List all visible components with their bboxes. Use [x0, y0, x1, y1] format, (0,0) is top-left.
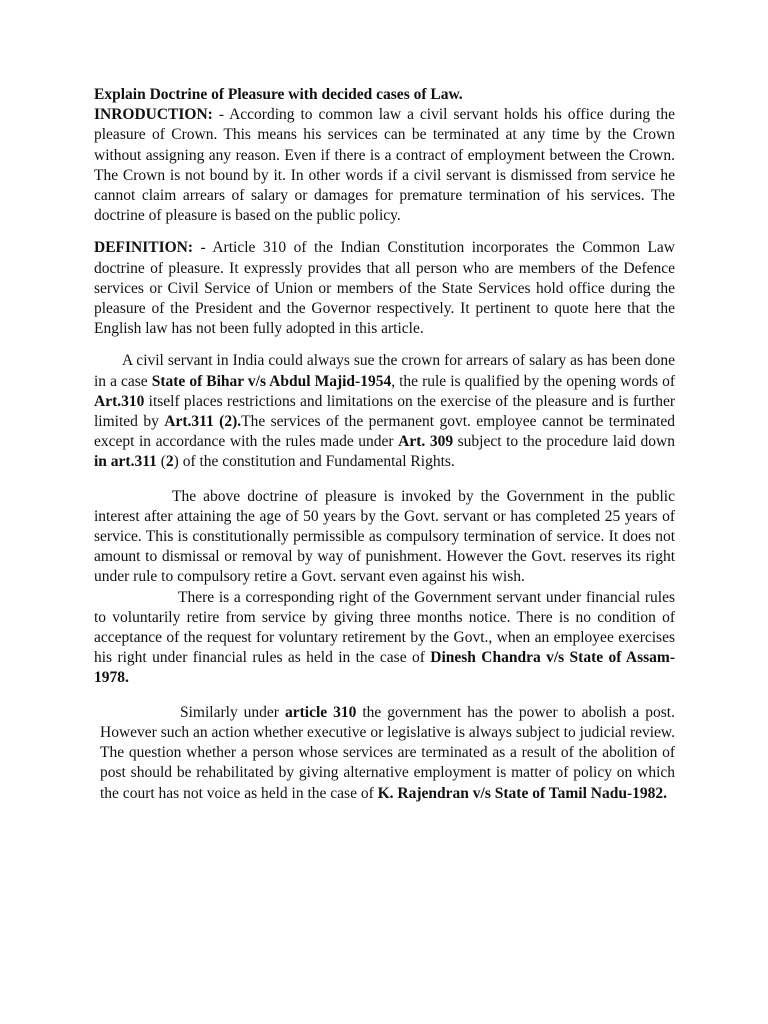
- definition-paragraph: [94, 238, 675, 339]
- introduction-heading: INRODUCTION:: [94, 106, 213, 124]
- case-dinesh-chandra: Dinesh Chandra v/s State of Assam-1978.: [94, 649, 675, 687]
- ref-art-309: Art. 309: [398, 433, 454, 451]
- p3-text-2: , the rule is qualified by the opening words of: [391, 372, 676, 390]
- compulsory-retirement-paragraph: [94, 487, 675, 588]
- civil-servant-paragraph: [94, 351, 675, 472]
- ref-art-310: Art.310: [94, 392, 145, 410]
- p3-text-5: subject to the procedure laid down: [453, 433, 675, 451]
- p6-text-1: Similarly under: [180, 703, 285, 721]
- ref-art-311-2: Art.311 (2).: [164, 413, 242, 431]
- p3-text-7: ) of the constitution and Fundamental Rights.: [173, 453, 455, 471]
- abolition-of-post-paragraph: [94, 703, 675, 804]
- p3-text-6: (: [156, 453, 166, 471]
- voluntary-retirement-paragraph: [94, 588, 675, 689]
- case-bihar-majid: State of Bihar v/s Abdul Majid-1954: [151, 372, 392, 390]
- p3-text-3: itself places restrictions and limitations on the exercise of the pleasure and is further limited by: [94, 392, 675, 431]
- introduction-paragraph: [94, 105, 675, 226]
- title-text: Explain Doctrine of Pleasure with decided cases of Law.: [94, 86, 463, 103]
- document-title: [94, 85, 675, 105]
- introduction-text: - According to common law a civil servant holds his office during the pleasure of Crown. This means his services can be terminated at any time by the Crown without assigning any reason. Even if there is a contract of employment between the Crown. The Crown is not bound by it. In other words if a civil servant is dismissed from service he cannot claim arrears of salary or damages for premature termination of his services. The doctrine of pleasure is based on the public policy.: [94, 106, 675, 225]
- definition-text: - Article 310 of the Indian Constitution incorporates the Common Law doctrine of pleasure. It expressly provides that all person who are members of the Defence services or Civil Service of Union or members of the State Services hold office during the pleasure of the President and the Governor respectively. It pertinent to quote here that the English law has not been fully adopted in this article.: [94, 239, 675, 338]
- case-rajendran: K. Rajendran v/s State of Tamil Nadu-1982.: [377, 784, 667, 802]
- p3-text-1: A civil servant in India could always sue the crown for arrears of salary as has been done in a case: [94, 352, 675, 390]
- p6-text-2: the government has the power to abolish a post. However such an action whether executive or legislative is always subject to judicial review. The question whether a person whose services are terminated as a result of the abolition of post should be rehabilitated by giving alternative employment is matter of policy on which the court has not voice as held in the case of: [100, 703, 675, 802]
- ref-clause-2: 2: [165, 453, 174, 471]
- p3-text-4: The services of the permanent govt. employee cannot be terminated except in accordance with the rules made under: [94, 413, 676, 451]
- definition-heading: DEFINITION:: [94, 239, 194, 257]
- ref-article-310: article 310: [284, 703, 357, 721]
- p4-text: The above doctrine of pleasure is invoked by the Government in the public interest after attaining the age of 50 years by the Govt. servant or has completed 25 years of service. This is constitutionally permissible as compulsory termination of service. It does not amount to dismissal or removal by way of punishment. However the Govt. reserves its right under rule to compulsory retire a Govt. servant even against his wish.: [94, 487, 675, 586]
- ref-in-art-311: in art.311: [94, 453, 157, 471]
- p5-text: There is a corresponding right of the Government servant under financial rules to voluntarily retire from service by giving three months notice. There is no condition of acceptance of the request for voluntary retirement by the Govt., when an employee exercises his right under financial rules as held in the case of: [94, 588, 675, 667]
